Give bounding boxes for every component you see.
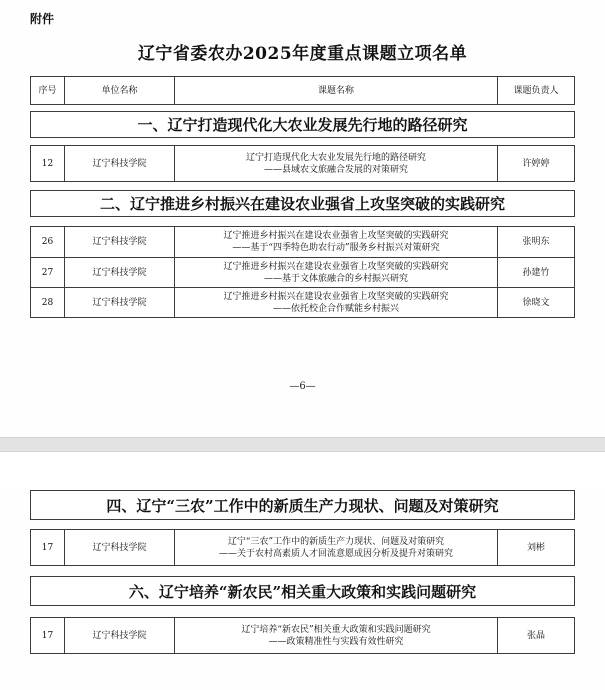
- section-heading-1: 一、辽宁打造现代化大农业发展先行地的路径研究: [30, 111, 575, 138]
- project-title-line2: ——关于农村高素质人才回流意愿成因分析及提升对策研究: [218, 548, 453, 559]
- cell-seq: 27: [31, 258, 65, 287]
- project-title-line1: 辽宁推进乡村振兴在建设农业强省上攻坚突破的实践研究: [223, 231, 449, 241]
- project-title-line1: 辽宁推进乡村振兴在建设农业强省上攻坚突破的实践研究: [223, 261, 449, 272]
- cell-unit: 辽宁科技学院: [65, 530, 175, 565]
- table-header: [30, 76, 575, 105]
- cell-project: [175, 618, 498, 653]
- page-separator: [0, 437, 605, 452]
- cell-seq: 17: [31, 530, 65, 565]
- cell-project: [175, 227, 498, 257]
- cell-unit: 辽宁科技学院: [65, 227, 175, 257]
- project-table-section-2: [30, 226, 575, 318]
- cell-project: [175, 530, 498, 565]
- cell-seq: 12: [31, 146, 65, 181]
- project-table-section-4: [30, 529, 575, 566]
- cell-leader: 徐晓文: [522, 297, 550, 308]
- project-title-line1: 辽宁推进乡村振兴在建设农业强省上攻坚突破的实践研究: [223, 291, 449, 302]
- document-title: 辽宁省委农办2025年度重点课题立项名单: [137, 44, 468, 64]
- project-title-line2: ——县域农文旅融合发展的对策研究: [263, 164, 408, 175]
- table-header-row: [31, 77, 574, 104]
- cell-unit: 辽宁科技学院: [65, 146, 175, 181]
- cell-leader: 张晶: [526, 630, 545, 641]
- header-cell-seq: 序号: [31, 77, 65, 104]
- project-title-line2: ——依托校企合作赋能乡村振兴: [272, 303, 399, 314]
- attachment-label: 附件: [30, 12, 55, 26]
- project-table-section-1: [30, 145, 575, 182]
- table-row: [31, 227, 574, 257]
- table-row: [31, 618, 574, 653]
- section-heading-4: 四、辽宁“三农”工作中的新质生产力现状、问题及对策研究: [30, 490, 575, 520]
- cell-unit: 辽宁科技学院: [65, 288, 175, 317]
- header-cell-project: 课题名称: [175, 77, 498, 104]
- cell-project: [175, 288, 498, 317]
- cell-leader: 许婷婷: [522, 158, 550, 169]
- cell-project: [175, 258, 498, 287]
- cell-seq: 17: [31, 618, 65, 653]
- project-title-line1: 辽宁“三农”工作中的新质生产力现状、问题及对策研究: [227, 536, 445, 547]
- header-cell-leader: 课题负责人: [513, 85, 559, 96]
- cell-leader: 刘彬: [526, 542, 545, 553]
- cell-unit: 辽宁科技学院: [65, 258, 175, 287]
- header-cell-unit: 单位名称: [65, 77, 175, 104]
- project-table-section-6: [30, 617, 575, 654]
- cell-leader: 孙建竹: [522, 267, 550, 278]
- cell-seq: 28: [31, 288, 65, 317]
- cell-unit: 辽宁科技学院: [65, 618, 175, 653]
- project-title-line2: ——基于“四季特色助农行动”服务乡村振兴对策研究: [232, 243, 440, 253]
- project-title-line1: 辽宁打造现代化大农业发展先行地的路径研究: [245, 152, 426, 163]
- table-row: [31, 146, 574, 181]
- section-heading-6: 六、辽宁培养“新农民”相关重大政策和实践问题研究: [30, 576, 575, 606]
- page-number: —6—: [289, 381, 316, 392]
- document-page-2: [0, 490, 605, 690]
- cell-leader: 张明东: [522, 237, 550, 247]
- project-title-line2: ——基于文体旅融合的乡村振兴研究: [263, 273, 408, 284]
- table-row: [31, 287, 574, 317]
- project-title-line2: ——政策精准性与实践有效性研究: [268, 636, 404, 647]
- project-title-line1: 辽宁培养“新农民”相关重大政策和实践问题研究: [241, 624, 431, 635]
- section-heading-2: 二、辽宁推进乡村振兴在建设农业强省上攻坚突破的实践研究: [30, 190, 575, 217]
- cell-project: [175, 146, 498, 181]
- cell-seq: 26: [31, 227, 65, 257]
- table-row: [31, 257, 574, 287]
- table-row: [31, 530, 574, 565]
